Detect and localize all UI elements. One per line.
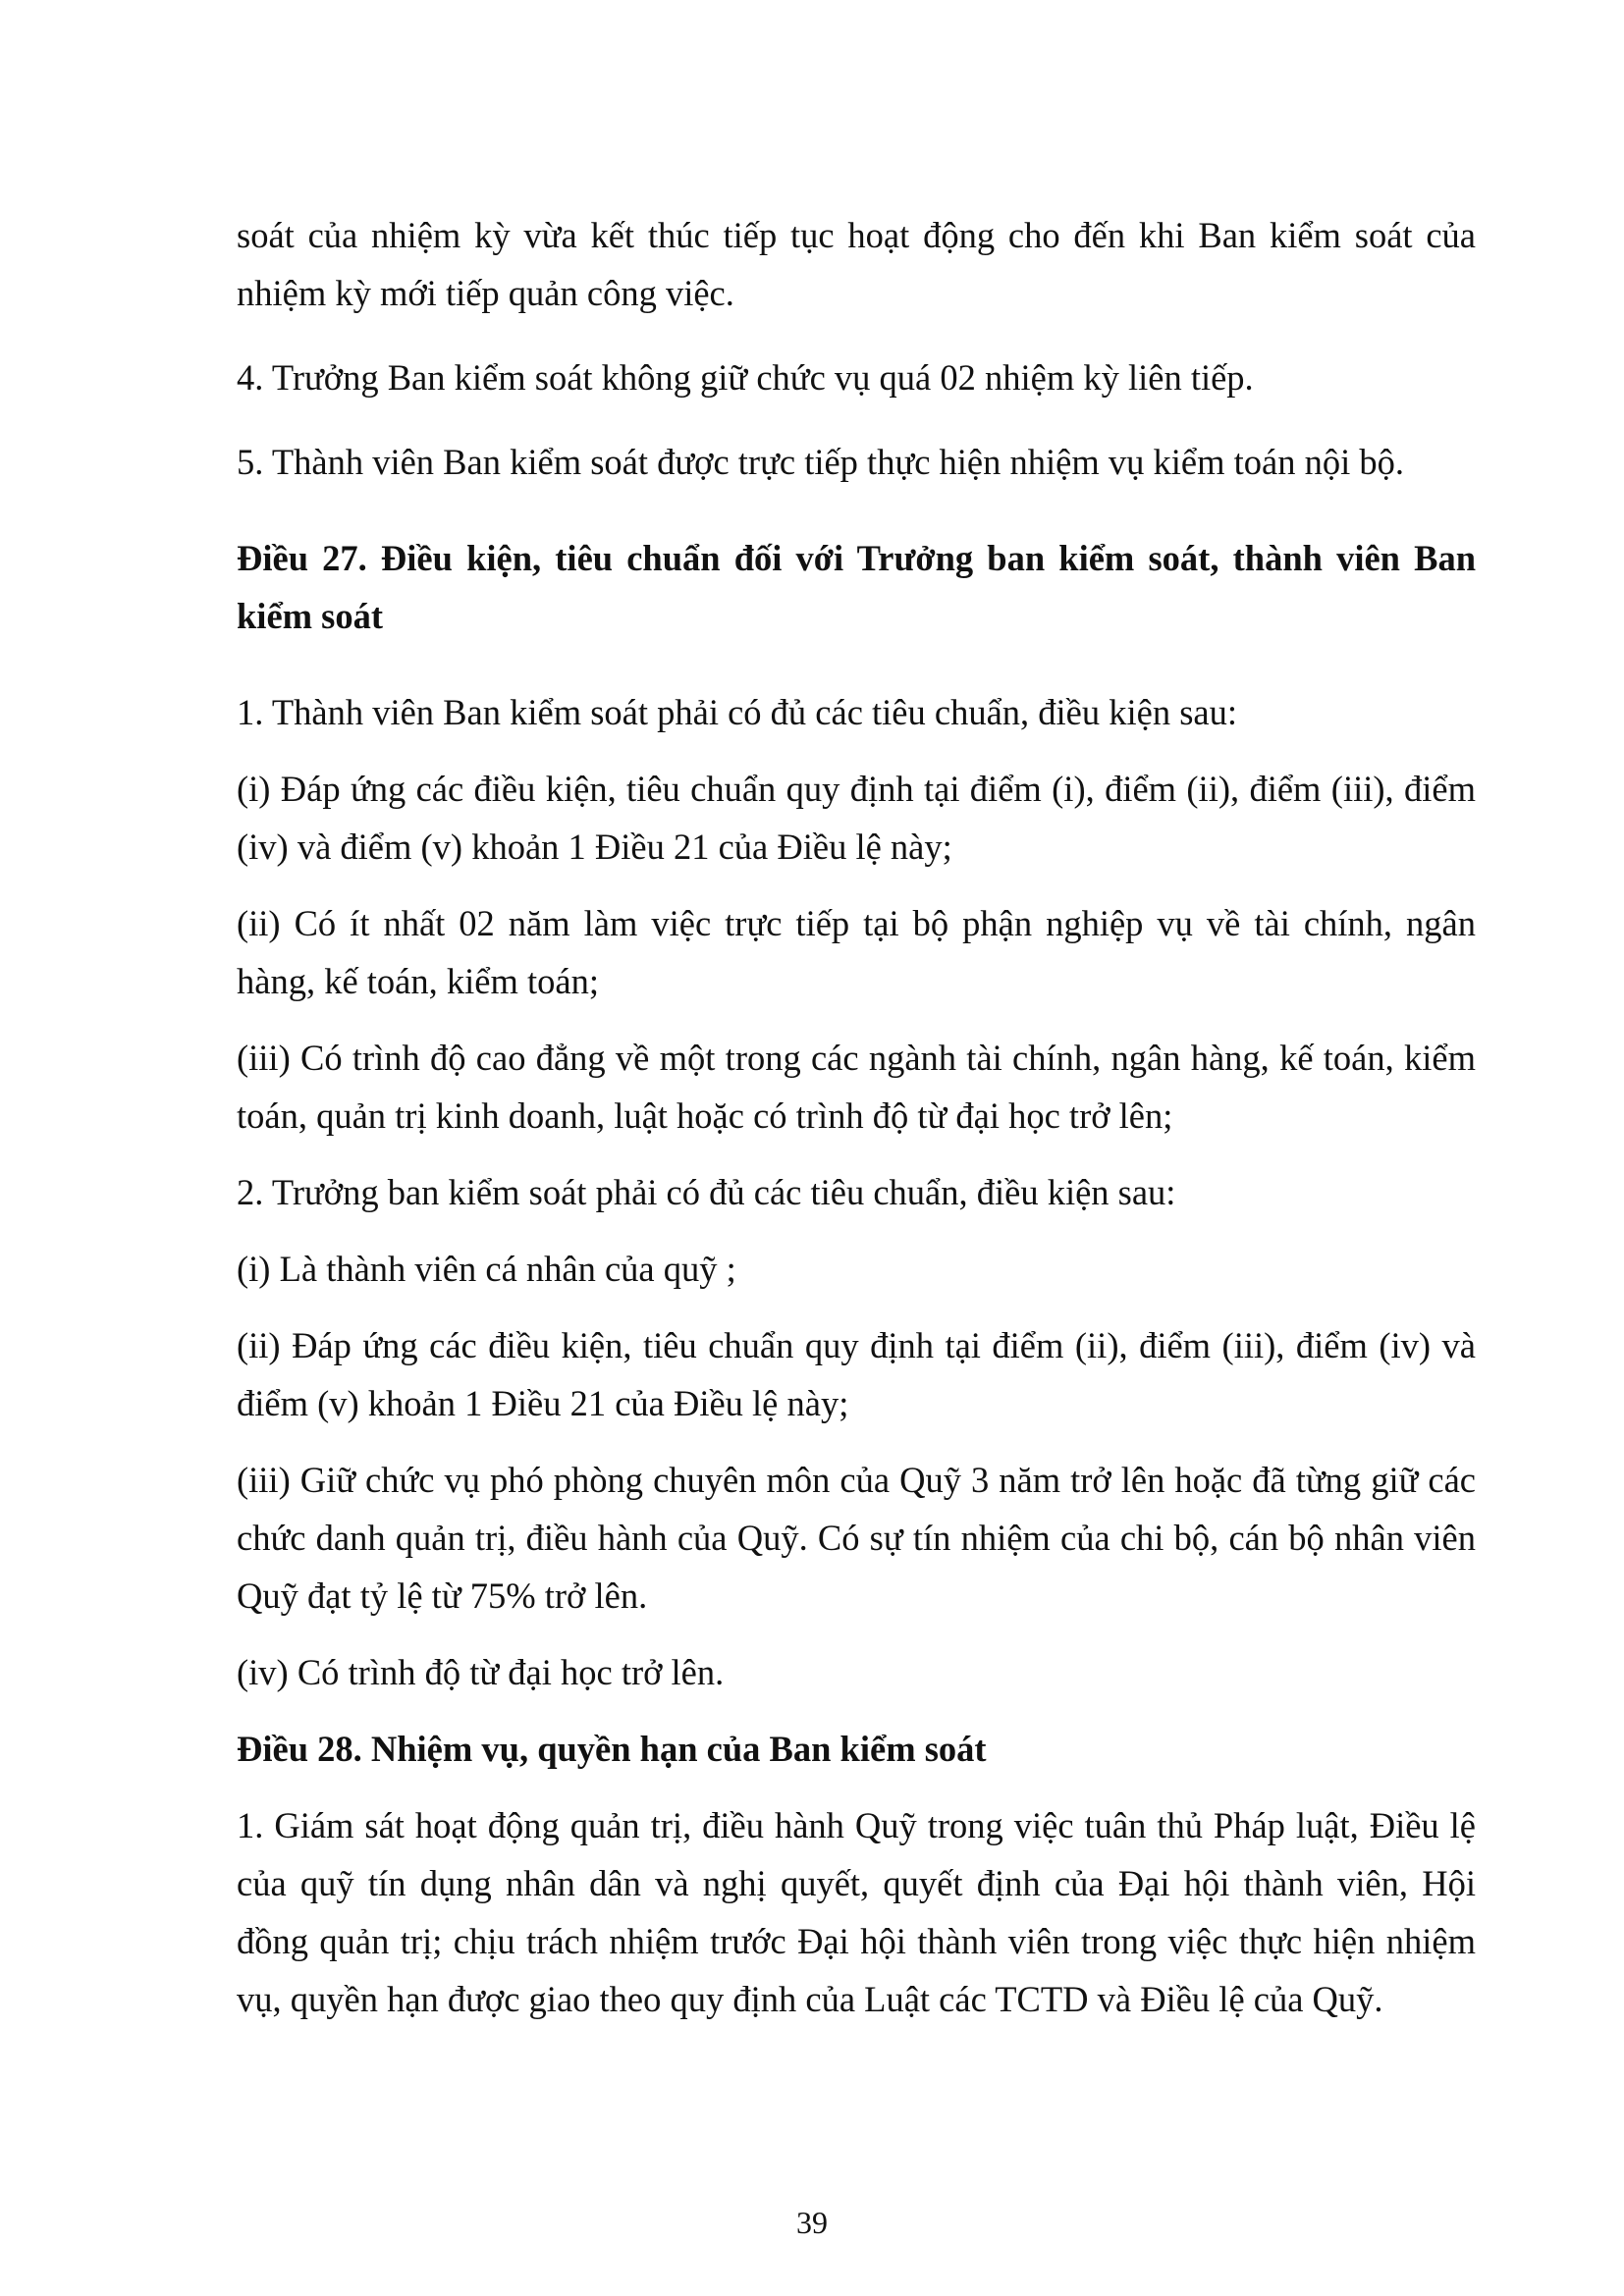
heading-article-28: Điều 28. Nhiệm vụ, quyền hạn của Ban kiểm soát — [237, 1729, 987, 1769]
paragraph-article-27-clause-1: 1. Thành viên Ban kiểm soát phải có đủ các tiêu chuẩn, điều kiện sau: — [237, 692, 1238, 732]
paragraph-article-27-point-ii: (ii) Có ít nhất 02 năm làm việc trực tiếp tại bộ phận nghiệp vụ về tài chính, ngân hàng, kế toán, kiểm toán; — [237, 903, 1476, 1001]
paragraph-article-27-clause-2-point-i: (i) Là thành viên cá nhân của quỹ ; — [237, 1249, 736, 1289]
paragraph-clause-5: 5. Thành viên Ban kiểm soát được trực tiếp thực hiện nhiệm vụ kiểm toán nội bộ. — [237, 442, 1404, 482]
paragraph-article-27-clause-2: 2. Trưởng ban kiểm soát phải có đủ các tiêu chuẩn, điều kiện sau: — [237, 1172, 1176, 1212]
paragraph-article-27-point-i: (i) Đáp ứng các điều kiện, tiêu chuẩn quy định tại điểm (i), điểm (ii), điểm (iii), điểm (iv) và điểm (v) khoản 1 Điều 21 của Điều lệ này; — [237, 769, 1476, 867]
paragraph-article-27-clause-2-point-iii: (iii) Giữ chức vụ phó phòng chuyên môn của Quỹ 3 năm trở lên hoặc đã từng giữ các chức danh quản trị, điều hành của Quỹ. Có sự tín nhiệm của chi bộ, cán bộ nhân viên Quỹ đạt tỷ lệ từ 75% trở lên. — [237, 1460, 1476, 1616]
paragraph-article-27-clause-2-point-ii: (ii) Đáp ứng các điều kiện, tiêu chuẩn quy định tại điểm (ii), điểm (iii), điểm (iv) và điểm (v) khoản 1 Điều 21 của Điều lệ này; — [237, 1325, 1476, 1423]
paragraph-continuation: soát của nhiệm kỳ vừa kết thúc tiếp tục hoạt động cho đến khi Ban kiểm soát của nhiệm kỳ mới tiếp quản công việc. — [237, 215, 1476, 313]
heading-article-27: Điều 27. Điều kiện, tiêu chuẩn đối với Trưởng ban kiểm soát, thành viên Ban kiểm soát — [237, 538, 1476, 636]
paragraph-clause-4: 4. Trưởng Ban kiểm soát không giữ chức vụ quá 02 nhiệm kỳ liên tiếp. — [237, 357, 1254, 398]
paragraph-article-27-clause-2-point-iv: (iv) Có trình độ từ đại học trở lên. — [237, 1652, 725, 1692]
page-number: 39 — [796, 2205, 828, 2240]
paragraph-article-27-point-iii: (iii) Có trình độ cao đẳng về một trong các ngành tài chính, ngân hàng, kế toán, kiểm toán, quản trị kinh doanh, luật hoặc có trình độ từ đại học trở lên; — [237, 1038, 1476, 1136]
document-page — [237, 206, 1476, 2028]
paragraph-article-28-clause-1: 1. Giám sát hoạt động quản trị, điều hành Quỹ trong việc tuân thủ Pháp luật, Điều lệ của quỹ tín dụng nhân dân và nghị quyết, quyết định của Đại hội thành viên, Hội đồng quản trị; chịu trách nhiệm trước Đại hội thành viên trong việc thực hiện nhiệm vụ, quyền hạn được giao theo quy định của Luật các TCTD và Điều lệ của Quỹ. — [237, 1805, 1476, 2019]
